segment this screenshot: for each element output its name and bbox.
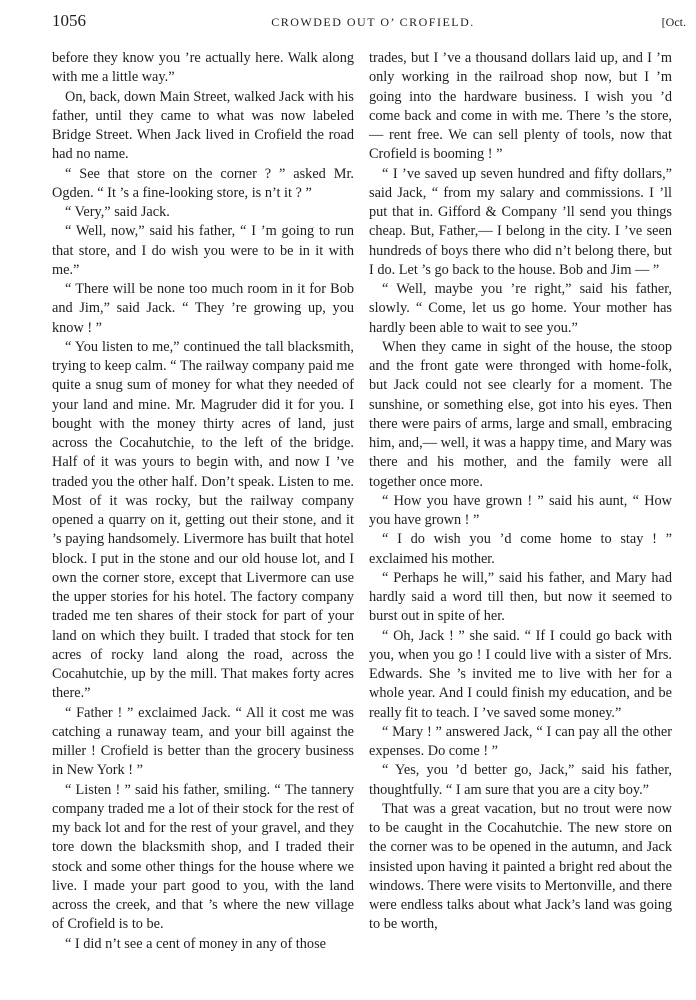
paragraph: “ See that store on the corner ? ” asked Mr. Ogden. “ It ’s a fine-looking store, is n’t it ? ” [52,165,354,201]
paragraph: When they came in sight of the house, the stoop and the front gate were thronged with home-folk, but Jack could not see clearly for a moment. The sunshine, or something else, got into his eyes. Then there were pairs of arms, large and small, embracing him, and,— well, it was a happy time, and Mary was there and his mother, and the family were all together once more. [369,338,672,490]
paragraph: “ I ’ve saved up seven hundred and fifty dollars,” said Jack, “ from my salary and commissions. I ’ll put that in. Gifford & Company ’ll send you things cheap. But, Father,— I belong in the city. I ’ve seen hundreds of boys there who did n’t belong there, but I do. Let ’s go back to the house. Bob and Jim — ” [369,165,672,278]
paragraph: “ I did n’t see a cent of money in any of those [65,935,326,952]
right-column [369,49,672,935]
paragraph: “ Very,” said Jack. [65,204,170,220]
page-header [52,8,686,36]
issue-month: [Oct. [661,15,686,29]
page-number: 1056 [52,11,86,30]
paragraph: “ Well, maybe you ’re right,” said his father, slowly. “ Come, let us go home. Your mother has hardly been able to wait to see you.” [369,281,672,336]
paragraph: “ You listen to me,” continued the tall blacksmith, trying to keep calm. “ The railway company paid me quite a snug sum of money for what they needed of your land and mine. Mr. Magruder did it for you. I bought with the money thirty acres of land, just across the Cocahutchie, to the left of the bridge. Half of it was yours to begin with, and now I ’ve traded you the other half. Don’t speak. Listen to me. Most of it was rocky, but the railway company opened a quarry on it, getting out their stone, and it ’s paying handsomely. Livermore has built that hotel block. I put in the stone and our old house lot, and I own the corner store, except that Livermore can use the upper stories for his hotel. The factory company traded me ten shares of their stock for part of your land on which they built. I traded that stock for ten acres of rocky land along the road, across the Cocahutchie, up by the mill. That makes forty acres there.” [52,338,354,702]
paragraph: That was a great vacation, but no trout were now to be caught in the Cocahutchie. The new store on the corner was to be opened in the autumn, and Jack insisted upon having it painted a bright red about the windows. There were visits to Mertonville, and there were endless talks about what Jack’s land was going to be worth, [369,800,672,933]
paragraph: “ Mary ! ” answered Jack, “ I can pay all the other expenses. Do come ! ” [369,723,672,759]
left-column [52,49,354,954]
paragraph: “ Listen ! ” said his father, smiling. “ The tannery company traded me a lot of their stock for the rest of my back lot and for the rest of your gravel, and they tore down the blacksmith shop, and I traded their stock and some other things for the house where we live. I made your part good to you, with the land across the creek, and that ’s where the new village of Crofield is to be. [52,781,354,933]
paragraph: On, back, down Main Street, walked Jack with his father, until they came to what was now labeled Bridge Street. When Jack lived in Crofield the road had no name. [52,88,354,163]
paragraph: “ There will be none too much room in it for Bob and Jim,” said Jack. “ They ’re growing up, you know ! ” [52,281,354,336]
running-title: CROWDED OUT O’ CROFIELD. [271,15,475,29]
paragraph: “ Well, now,” said his father, “ I ’m going to run that store, and I do wish you were to be in it with me.” [52,223,354,278]
paragraph: “ Father ! ” exclaimed Jack. “ All it cost me was catching a runaway team, and your bill against the miller ! Crofield is better than the grocery business in New York ! ” [52,704,354,779]
paragraph: trades, but I ’ve a thousand dollars laid up, and I ’m only working in the railroad shop now, but I ’m going into the hardware business. I wish you ’d come back and come in with me. There ’s the store,— rent free. We can sell plenty of tools, now that Crofield is booming ! ” [369,50,672,163]
paragraph: “ Perhaps he will,” said his father, and Mary had hardly said a word till then, but now it seemed to burst out in spite of her. [369,569,672,625]
paragraph: “ How you have grown ! ” said his aunt, “ How you have grown ! ” [369,492,672,528]
paragraph: “ Oh, Jack ! ” she said. “ If I could go back with you, when you go ! I could live with a sister of Mrs. Edwards. She ’s invited me to live with her for a whole year. And I could finish my education, and be really fit to teach. I ’ve saved some money.” [369,627,672,721]
paragraph: “ Yes, you ’d better go, Jack,” said his father, thoughtfully. “ I am sure that you are a city boy.” [369,762,672,798]
paragraph: before they know you ’re actually here. Walk along with me a little way.” [52,50,354,86]
paragraph: “ I do wish you ’d come home to stay ! ” exclaimed his mother. [369,531,672,567]
